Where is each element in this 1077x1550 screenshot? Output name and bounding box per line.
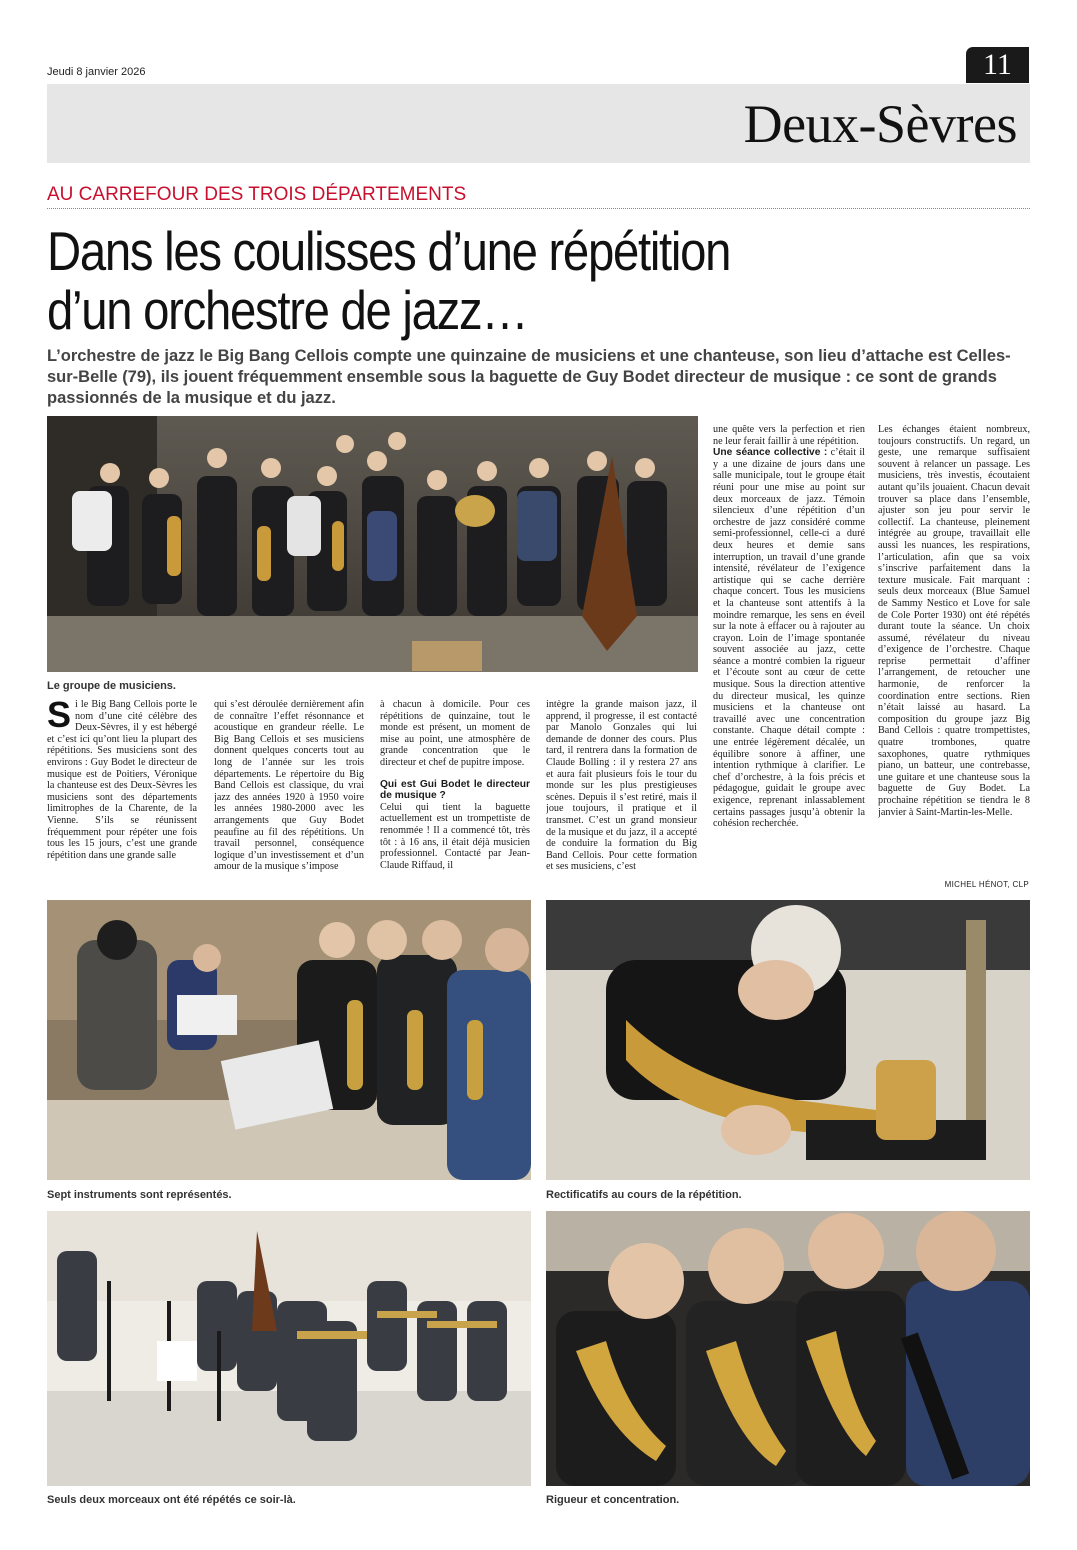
article-column-3 [380, 699, 530, 889]
article-column-1 [47, 699, 197, 889]
caption-two-pieces: Seuls deux morceaux ont été répétés ce soir-là. [47, 1494, 296, 1506]
dropcap: S [47, 699, 72, 735]
kicker-divider [47, 208, 1030, 209]
caption-rigour: Rigueur et concentration. [546, 1494, 680, 1506]
photo-corrections [546, 900, 1030, 1180]
article-subhead-session: Une séance collective : [713, 447, 828, 459]
headline-line-1: Dans les coulisses d’une répétition [47, 220, 731, 282]
article-column-2 [214, 699, 364, 889]
article-kicker: AU CARREFOUR DES TROIS DÉPARTEMENTS [47, 184, 467, 205]
article-text-col3b: Celui qui tient la baguette actuellement est un trompettiste de renommée ! Il a commencé tôt, très tôt : à 16 ans, il était déjà musicien professionnel. Contacté par Jean-Claude Riffaud, il [380, 801, 530, 871]
photo-seven-instruments [47, 900, 531, 1180]
photo-group-musicians [47, 416, 698, 672]
caption-group-musicians: Le groupe de musiciens. [47, 680, 176, 692]
article-text-col5b: c’était il y a une dizaine de jours dans une salle municipale, tout le groupe était réuni pour une mise au point sur deux morceaux de jazz. Témoin silencieux d’une répétition d’un orchestre de jazz considéré comme semi-professionnel, celle-ci a duré deux heures et demie sans interruption, un travail d’une grande intensité, révélateur de l’exigence artistique qui se cache derrière chaque concert. Tous les musiciens et la chanteuse sont attentifs à la moindre remarque, les sens en éveil sur la note à effacer ou à rajouter au crayon. Loin de l’image spontanée souvent associée au jazz, cette séance a montré combien la rigueur et l’écoute sont au cœur de cette musique. Sous la direction attentive du directeur musical, les quinze musiciens et la chanteuse ont travaillé avec une concentration constante. Chaque détail compte : une entrée légèrement décalée, un équilibre sonore à affiner, une intention rythmique à clarifier. Le chef d’orchestre, à la fois précis et pédagogue, guidait le groupe avec exigence, reprenant inlassablement certains passages jusqu’à obtenir la cohésion recherchée. [713, 447, 865, 830]
article-text-col1: i le Big Bang Cellois porte le nom d’une cité célèbre des Deux-Sèvres, il y est hébergé et c’est ici qu’ont lieu la plupart des répétitions. Ses musiciens sont des environs : Guy Bodet le directeur de musique est de Poitiers, Véronique la chanteuse est des Deux-Sèvres les musiciens sont des départements limitrophes de la Charente, de la Vienne. S’ils se réunissent fréquemment pour répéter une fois tous les 15 jours, c’est une grande répétition dans une grande salle [47, 699, 197, 861]
caption-corrections: Rectificatifs au cours de la répétition. [546, 1189, 742, 1201]
issue-date: Jeudi 8 janvier 2026 [47, 66, 146, 78]
section-title: Deux-Sèvres [743, 94, 1017, 154]
caption-seven-instruments: Sept instruments sont représentés. [47, 1189, 232, 1201]
article-standfirst: L’orchestre de jazz le Big Bang Cellois compte une quinzaine de musiciens et une chanteuse, son lieu d’attache est Celles-sur-Belle (79), ils jouent fréquemment ensemble sous la baguette de Guy Bodet directeur de musique : ce sont de grands passionnés de la musique et du jazz. [47, 347, 1011, 407]
article-column-4 [546, 699, 697, 889]
article-column-5 [713, 424, 865, 890]
headline-line-2: d’un orchestre de jazz… [47, 279, 528, 341]
photo-rigour [546, 1211, 1030, 1486]
article-text-col6: Les échanges étaient nombreux, toujours constructifs. Un regard, un geste, une remarque suffisaient souvent à relancer un passage. Les musiciens, très investis, écoutaient autant qu’ils jouaient. Chacun devait trouver sa place dans l’ensemble, ajuster son jeu pour servir le collectif. La chanteuse, pleinement intégrée au groupe, travaillait elle aussi les nuances, les respirations, l’articulation, afin que sa voix s’inscrive parfaitement dans la texture musicale. Fait marquant : seuls deux morceaux (Blue Samuel de Sammy Nestico et Love for sale de Cole Porter 1930) ont été répétés durant toute la séance. Un choix assumé, révélateur du niveau d’exigence de l’orchestre. Chaque reprise permettait d’affiner l’arrangement, de retoucher une harmonie, de renforcer la coordination entre sections. Rien n’était laissé au hasard. La composition du groupe jazz Big Band Cellois : quatre trompettistes, quatre trombones, quatre saxophones, quatre rythmiques piano, un batteur, une contrebasse, une guitare et une chanteuse sous la baguette de Guy Bodet. La prochaine répétition se tiendra le 8 janvier à Saint-Martin-les-Melle. [878, 424, 1030, 818]
article-text-col5a: une quête vers la perfection et rien ne leur ferait faillir à une répétition. [713, 424, 865, 447]
article-text-col2: qui s’est déroulée dernièrement afin de connaître l’effet résonnance et acoustique en grandeur réelle. Le Big Bang Cellois et ses musiciens donnent quelques concerts tout au long de l’année sur les trois départements. Le répertoire du Big Band Cellois est classique, du vrai jazz des années 1920 à 1950 voire les années 1980-2000 avec les arrangements que Guy Bodet peaufine au fil des répétitions. Un travail personnel, conséquence logique d’un investissement et d’un amour de la musique s’impose [214, 699, 364, 873]
photo-two-pieces [47, 1211, 531, 1486]
article-text-col4: intègre la grande maison jazz, il apprend, il progresse, il est contacté par Manolo Gonzales qui lui demande de donner des cours. Plus tard, il rentrera dans la formation de Claude Bolling : il y restera 27 ans et aura fait plusieurs fois le tour du monde sur les plus prestigieuses scènes. Depuis il s’est retiré, mais il joue toujours, il pratique et il transmet. C’est un grand monsieur de la musique et du jazz, il a accepté de conduire la formation du Big Band Cellois. Pour cette formation et ses musiciens, c’est [546, 699, 697, 873]
article-subhead-director: Qui est Gui Bodet le directeur de musique ? [380, 778, 530, 802]
article-headline [47, 222, 873, 340]
article-text-col3a: à chacun à domicile. Pour ces répétitions de quinzaine, tout le monde est présent, un moment de mise au point, une atmosphère de grande concentration que le directeur et chef de pupitre impose. [380, 699, 530, 768]
page-number: 11 [966, 47, 1029, 83]
article-column-6 [878, 424, 1030, 876]
photo-credit: MICHEL HÉNOT, CLP [944, 880, 1029, 889]
